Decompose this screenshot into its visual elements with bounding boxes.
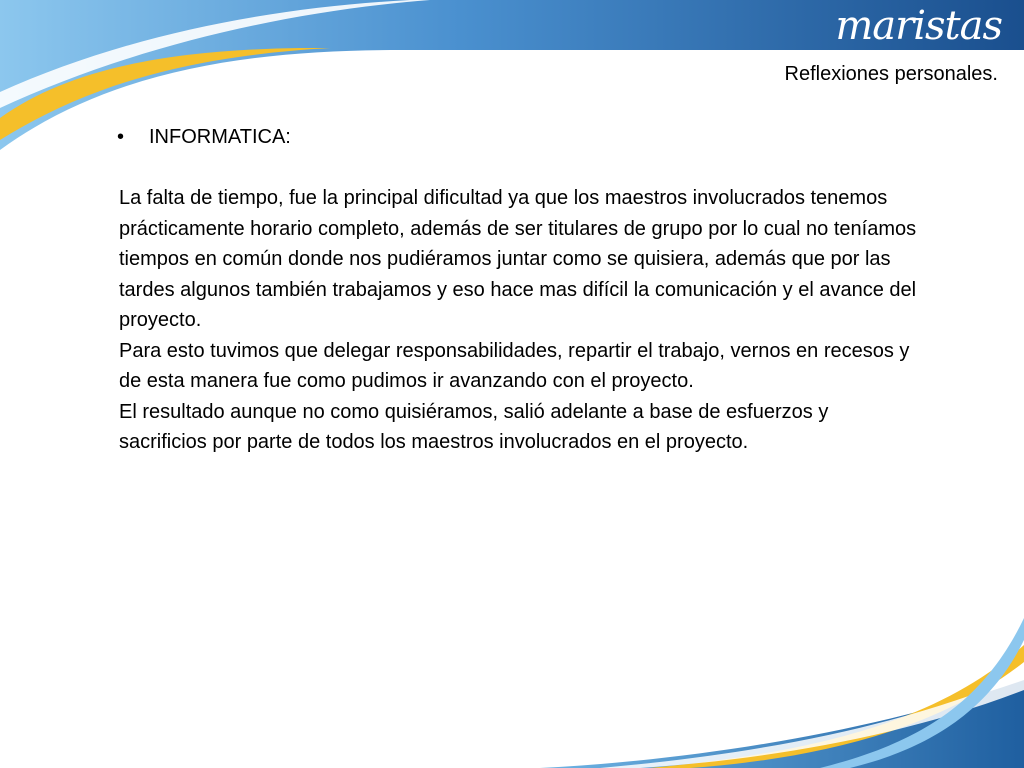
paragraph: El resultado aunque no como quisiéramos, salió adelante a base de esfuerzos y sacrificios por parte de todos los maestros involucrados en el proyecto. bbox=[119, 400, 829, 453]
slide-body bbox=[119, 122, 919, 458]
paragraph: La falta de tiempo, fue la principal dificultad ya que los maestros involucrados tenemos prácticamente horario completo, además de ser titulares de grupo por lo cual no teníamos tiempos en común donde nos pudiéramos juntar como se quisiera, además que por las tardes algunos también trabajamos y eso hace mas difícil la comunicación y el avance del proyecto. bbox=[119, 187, 917, 331]
bullet-item-informatica bbox=[117, 122, 919, 153]
blank-line bbox=[119, 153, 919, 184]
slide-subtitle: Reflexiones personales. bbox=[784, 63, 998, 85]
maristas-logo: maristas bbox=[835, 3, 1002, 49]
bullet-icon: • bbox=[117, 126, 125, 148]
section-heading: INFORMATICA: bbox=[149, 126, 291, 148]
paragraph: Para esto tuvimos que delegar responsabilidades, repartir el trabajo, vernos en recesos y de esta manera fue como pudimos ir avanzando con el proyecto. bbox=[119, 339, 910, 392]
